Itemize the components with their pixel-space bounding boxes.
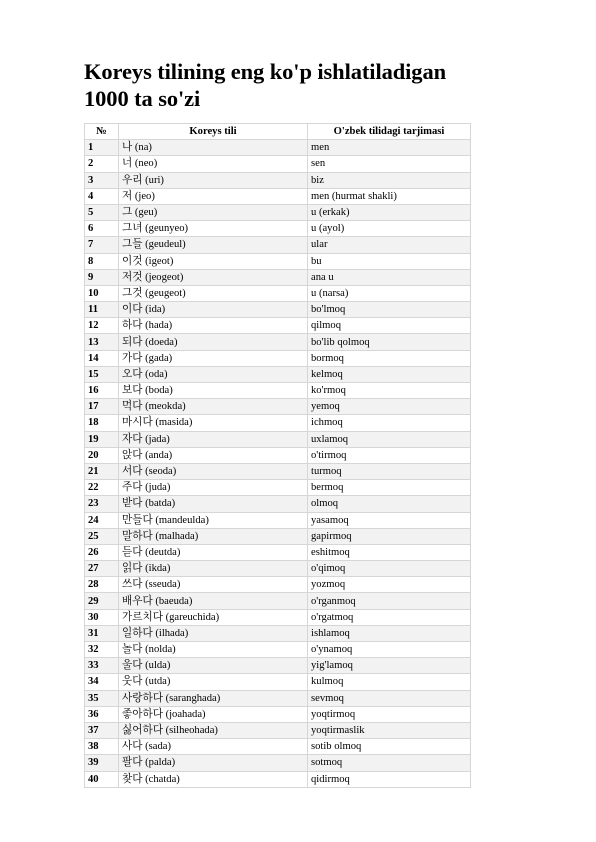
row-number: 39 — [85, 755, 119, 771]
uzbek-translation: sotmoq — [308, 755, 471, 771]
table-row — [85, 561, 471, 577]
korean-word: 오다 (oda) — [119, 366, 308, 382]
uzbek-translation: ishlamoq — [308, 625, 471, 641]
uzbek-translation: u (ayol) — [308, 221, 471, 237]
uzbek-translation: yozmoq — [308, 577, 471, 593]
table-row — [85, 140, 471, 156]
table-row — [85, 593, 471, 609]
korean-word: 팔다 (palda) — [119, 755, 308, 771]
table-body — [85, 140, 471, 788]
row-number: 20 — [85, 447, 119, 463]
row-number: 25 — [85, 528, 119, 544]
header-uzbek: O'zbek tilidagi tarjimasi — [308, 124, 471, 140]
row-number: 40 — [85, 771, 119, 787]
row-number: 36 — [85, 706, 119, 722]
row-number: 15 — [85, 366, 119, 382]
table-row — [85, 722, 471, 738]
korean-word: 먹다 (meokda) — [119, 399, 308, 415]
row-number: 8 — [85, 253, 119, 269]
uzbek-translation: yemoq — [308, 399, 471, 415]
uzbek-translation: olmoq — [308, 496, 471, 512]
table-row — [85, 496, 471, 512]
uzbek-translation: gapirmoq — [308, 528, 471, 544]
table-row — [85, 674, 471, 690]
korean-word: 사랑하다 (saranghada) — [119, 690, 308, 706]
uzbek-translation: uxlamoq — [308, 431, 471, 447]
table-row — [85, 399, 471, 415]
korean-word: 읽다 (ikda) — [119, 561, 308, 577]
korean-word: 웃다 (utda) — [119, 674, 308, 690]
uzbek-translation: yoqtirmaslik — [308, 722, 471, 738]
uzbek-translation: sevmoq — [308, 690, 471, 706]
uzbek-translation: bo'lib qolmoq — [308, 334, 471, 350]
uzbek-translation: qidirmoq — [308, 771, 471, 787]
uzbek-translation: bu — [308, 253, 471, 269]
row-number: 6 — [85, 221, 119, 237]
table-row — [85, 771, 471, 787]
uzbek-translation: bo'lmoq — [308, 302, 471, 318]
uzbek-translation: sotib olmoq — [308, 739, 471, 755]
korean-word: 그것 (geugeot) — [119, 285, 308, 301]
row-number: 22 — [85, 480, 119, 496]
table-row — [85, 431, 471, 447]
korean-word: 서다 (seoda) — [119, 463, 308, 479]
table-row — [85, 237, 471, 253]
table-row — [85, 156, 471, 172]
row-number: 4 — [85, 188, 119, 204]
table-row — [85, 480, 471, 496]
uzbek-translation: turmoq — [308, 463, 471, 479]
korean-word: 좋아하다 (joahada) — [119, 706, 308, 722]
row-number: 7 — [85, 237, 119, 253]
row-number: 30 — [85, 609, 119, 625]
uzbek-translation: u (narsa) — [308, 285, 471, 301]
table-row — [85, 577, 471, 593]
korean-word: 나 (na) — [119, 140, 308, 156]
table-row — [85, 334, 471, 350]
uzbek-translation: kulmoq — [308, 674, 471, 690]
table-row — [85, 528, 471, 544]
uzbek-translation: ko'rmoq — [308, 383, 471, 399]
table-row — [85, 269, 471, 285]
table-row — [85, 350, 471, 366]
row-number: 18 — [85, 415, 119, 431]
uzbek-translation: yig'lamoq — [308, 658, 471, 674]
row-number: 3 — [85, 172, 119, 188]
row-number: 21 — [85, 463, 119, 479]
korean-word: 울다 (ulda) — [119, 658, 308, 674]
table-row — [85, 658, 471, 674]
row-number: 37 — [85, 722, 119, 738]
table-row — [85, 512, 471, 528]
row-number: 11 — [85, 302, 119, 318]
uzbek-translation: yoqtirmoq — [308, 706, 471, 722]
document-page — [84, 58, 470, 788]
row-number: 24 — [85, 512, 119, 528]
uzbek-translation: eshitmoq — [308, 544, 471, 560]
uzbek-translation: kelmoq — [308, 366, 471, 382]
korean-word: 듣다 (deutda) — [119, 544, 308, 560]
uzbek-translation: ana u — [308, 269, 471, 285]
uzbek-translation: u (erkak) — [308, 204, 471, 220]
korean-word: 싫어하다 (silheohada) — [119, 722, 308, 738]
korean-word: 말하다 (malhada) — [119, 528, 308, 544]
row-number: 23 — [85, 496, 119, 512]
table-row — [85, 285, 471, 301]
table-row — [85, 609, 471, 625]
uzbek-translation: qilmoq — [308, 318, 471, 334]
korean-word: 저것 (jeogeot) — [119, 269, 308, 285]
korean-word: 그녀 (geunyeo) — [119, 221, 308, 237]
uzbek-translation: biz — [308, 172, 471, 188]
table-row — [85, 383, 471, 399]
table-row — [85, 690, 471, 706]
korean-word: 저 (jeo) — [119, 188, 308, 204]
row-number: 33 — [85, 658, 119, 674]
table-row — [85, 415, 471, 431]
row-number: 35 — [85, 690, 119, 706]
korean-word: 주다 (juda) — [119, 480, 308, 496]
table-row — [85, 625, 471, 641]
table-row — [85, 739, 471, 755]
row-number: 26 — [85, 544, 119, 560]
korean-word: 놀다 (nolda) — [119, 642, 308, 658]
korean-word: 마시다 (masida) — [119, 415, 308, 431]
korean-word: 가르치다 (gareuchida) — [119, 609, 308, 625]
uzbek-translation: bermoq — [308, 480, 471, 496]
uzbek-translation: sen — [308, 156, 471, 172]
row-number: 38 — [85, 739, 119, 755]
korean-word: 일하다 (ilhada) — [119, 625, 308, 641]
korean-word: 만들다 (mandeulda) — [119, 512, 308, 528]
table-row — [85, 302, 471, 318]
uzbek-translation: bormoq — [308, 350, 471, 366]
header-korean: Koreys tili — [119, 124, 308, 140]
uzbek-translation: o'tirmoq — [308, 447, 471, 463]
page-title: Koreys tilining eng ko'p ishlatiladigan 1000 ta so'zi — [84, 59, 447, 111]
row-number: 34 — [85, 674, 119, 690]
row-number: 16 — [85, 383, 119, 399]
korean-word: 쓰다 (sseuda) — [119, 577, 308, 593]
korean-word: 가다 (gada) — [119, 350, 308, 366]
korean-word: 너 (neo) — [119, 156, 308, 172]
row-number: 13 — [85, 334, 119, 350]
uzbek-translation: men (hurmat shakli) — [308, 188, 471, 204]
row-number: 12 — [85, 318, 119, 334]
korean-word: 그들 (geudeul) — [119, 237, 308, 253]
row-number: 9 — [85, 269, 119, 285]
table-row — [85, 463, 471, 479]
table-row — [85, 706, 471, 722]
korean-word: 우리 (uri) — [119, 172, 308, 188]
uzbek-translation: ular — [308, 237, 471, 253]
table-row — [85, 642, 471, 658]
uzbek-translation: o'ynamoq — [308, 642, 471, 658]
uzbek-translation: ichmoq — [308, 415, 471, 431]
table-row — [85, 204, 471, 220]
table-row — [85, 188, 471, 204]
table-row — [85, 172, 471, 188]
table-row — [85, 755, 471, 771]
korean-word: 앉다 (anda) — [119, 447, 308, 463]
row-number: 31 — [85, 625, 119, 641]
uzbek-translation: o'rgatmoq — [308, 609, 471, 625]
row-number: 10 — [85, 285, 119, 301]
table-header-row — [85, 124, 471, 140]
row-number: 29 — [85, 593, 119, 609]
korean-word: 하다 (hada) — [119, 318, 308, 334]
korean-word: 찾다 (chatda) — [119, 771, 308, 787]
uzbek-translation: o'rganmoq — [308, 593, 471, 609]
uzbek-translation: yasamoq — [308, 512, 471, 528]
table-row — [85, 544, 471, 560]
row-number: 27 — [85, 561, 119, 577]
row-number: 1 — [85, 140, 119, 156]
row-number: 5 — [85, 204, 119, 220]
uzbek-translation: o'qimoq — [308, 561, 471, 577]
korean-word: 되다 (doeda) — [119, 334, 308, 350]
korean-word: 배우다 (baeuda) — [119, 593, 308, 609]
table-row — [85, 366, 471, 382]
korean-word: 이다 (ida) — [119, 302, 308, 318]
korean-word: 사다 (sada) — [119, 739, 308, 755]
row-number: 19 — [85, 431, 119, 447]
vocabulary-table — [84, 123, 471, 788]
table-row — [85, 253, 471, 269]
header-number: № — [85, 124, 119, 140]
korean-word: 이것 (igeot) — [119, 253, 308, 269]
table-row — [85, 447, 471, 463]
row-number: 2 — [85, 156, 119, 172]
korean-word: 받다 (batda) — [119, 496, 308, 512]
table-row — [85, 318, 471, 334]
korean-word: 자다 (jada) — [119, 431, 308, 447]
row-number: 14 — [85, 350, 119, 366]
table-row — [85, 221, 471, 237]
row-number: 17 — [85, 399, 119, 415]
row-number: 28 — [85, 577, 119, 593]
korean-word: 그 (geu) — [119, 204, 308, 220]
korean-word: 보다 (boda) — [119, 383, 308, 399]
row-number: 32 — [85, 642, 119, 658]
uzbek-translation: men — [308, 140, 471, 156]
